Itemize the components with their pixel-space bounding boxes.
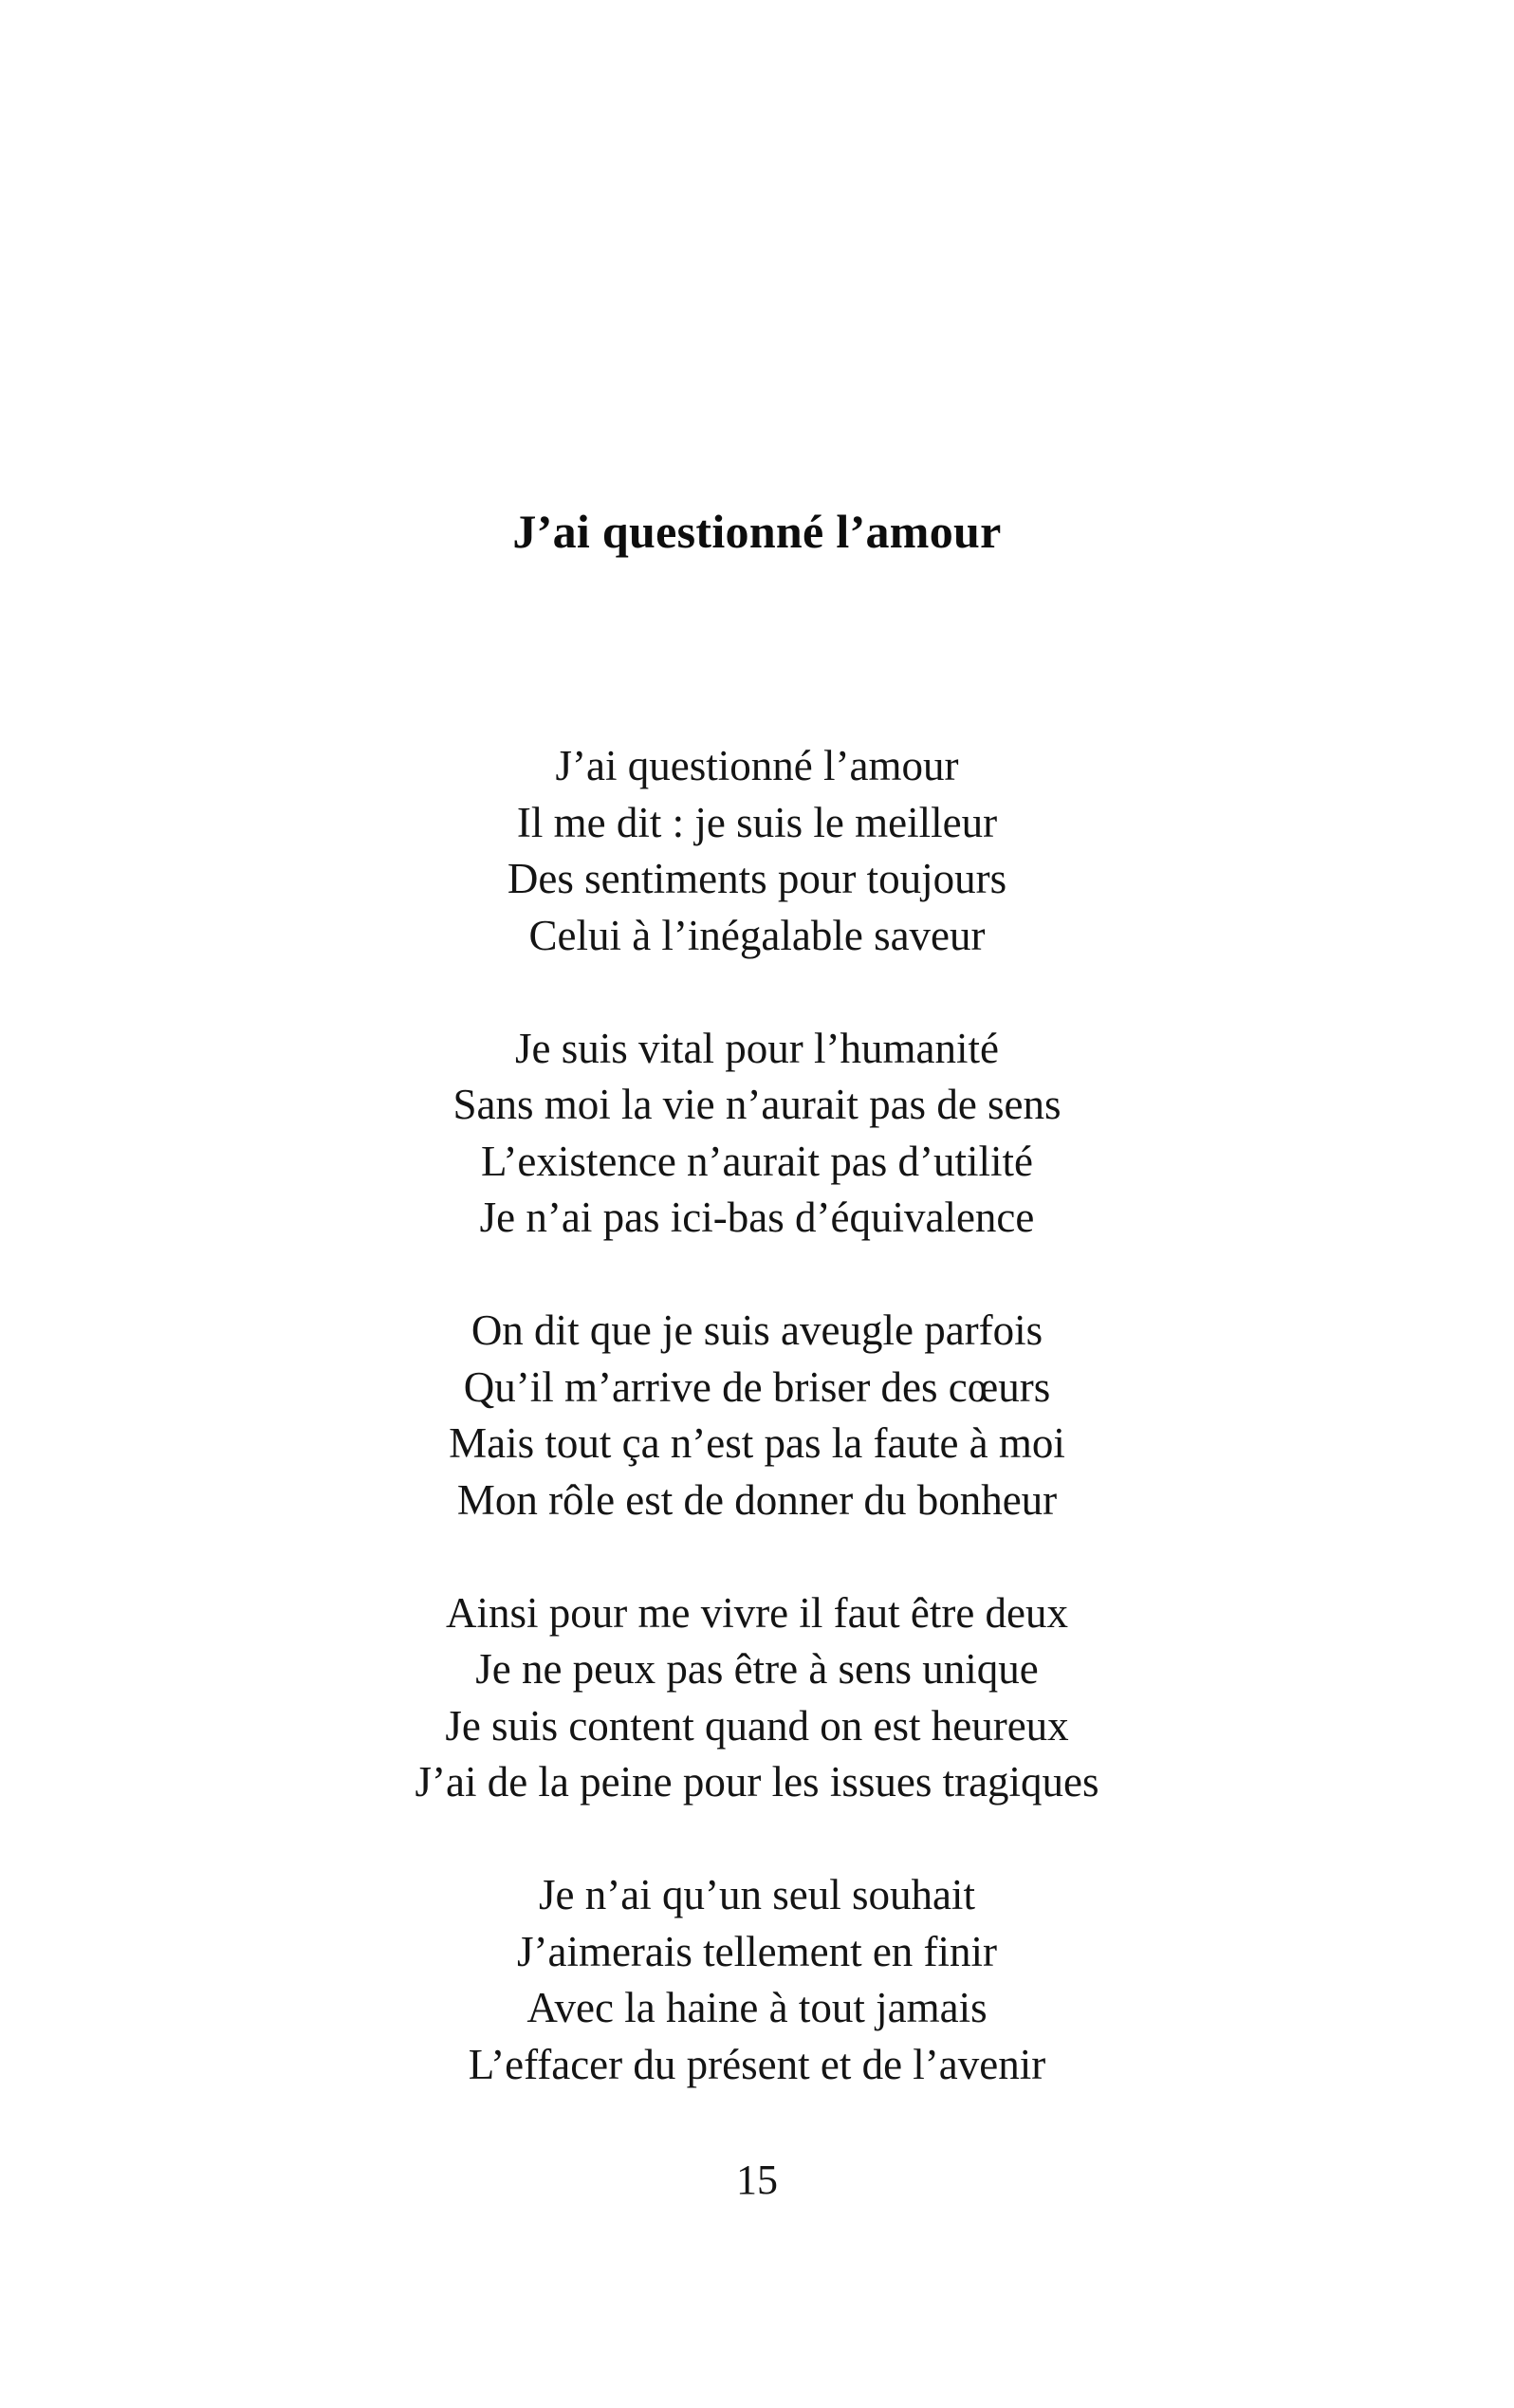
poem-line: Mon rôle est de donner du bonheur	[456, 1475, 1058, 1524]
stanza-3	[0, 1303, 1514, 1528]
poem-line: Il me dit : je suis le meilleur	[516, 798, 998, 846]
poem-line: Celui à l’inégalable saveur	[528, 911, 986, 959]
poem-line: J’ai questionné l’amour	[555, 742, 959, 789]
poem-line: Je n’ai pas ici-bas d’équivalence	[479, 1194, 1035, 1241]
page-number: 15	[736, 2157, 778, 2203]
poem-line: Je ne peux pas être à sens unique	[475, 1645, 1039, 1693]
stanza-1	[0, 738, 1514, 964]
poem-line: Avec la haine à tout jamais	[526, 1984, 988, 2031]
poem-line: Ainsi pour me vivre il faut être deux	[445, 1588, 1069, 1637]
poem-line: Mais tout ça n’est pas la faute à moi	[449, 1419, 1065, 1467]
poem-line: On dit que je suis aveugle parfois	[471, 1306, 1043, 1354]
poem-line: L’effacer du présent et de l’avenir	[468, 2040, 1046, 2088]
poem-line: Qu’il m’arrive de briser des cœurs	[463, 1362, 1051, 1411]
poem-line: L’existence n’aurait pas d’utilité	[481, 1137, 1033, 1185]
stanza-5	[0, 1867, 1514, 2093]
poem-line: Des sentiments pour toujours	[507, 855, 1007, 902]
poem-line: J’aimerais tellement en finir	[516, 1927, 998, 1975]
poem-line: Sans moi la vie n’aurait pas de sens	[452, 1081, 1062, 1128]
poem-body	[0, 738, 1514, 2093]
poem-line: Je suis content quand on est heureux	[445, 1701, 1069, 1750]
poem-line: J’ai de la peine pour les issues tragiques	[415, 1758, 1099, 1806]
stanza-2	[0, 1021, 1514, 1247]
poem-title: J’ai questionné l’amour	[512, 505, 1002, 558]
poem-line: Je n’ai qu’un seul souhait	[539, 1871, 975, 1918]
stanza-4	[0, 1585, 1514, 1811]
poem-line: Je suis vital pour l’humanité	[515, 1024, 999, 1072]
